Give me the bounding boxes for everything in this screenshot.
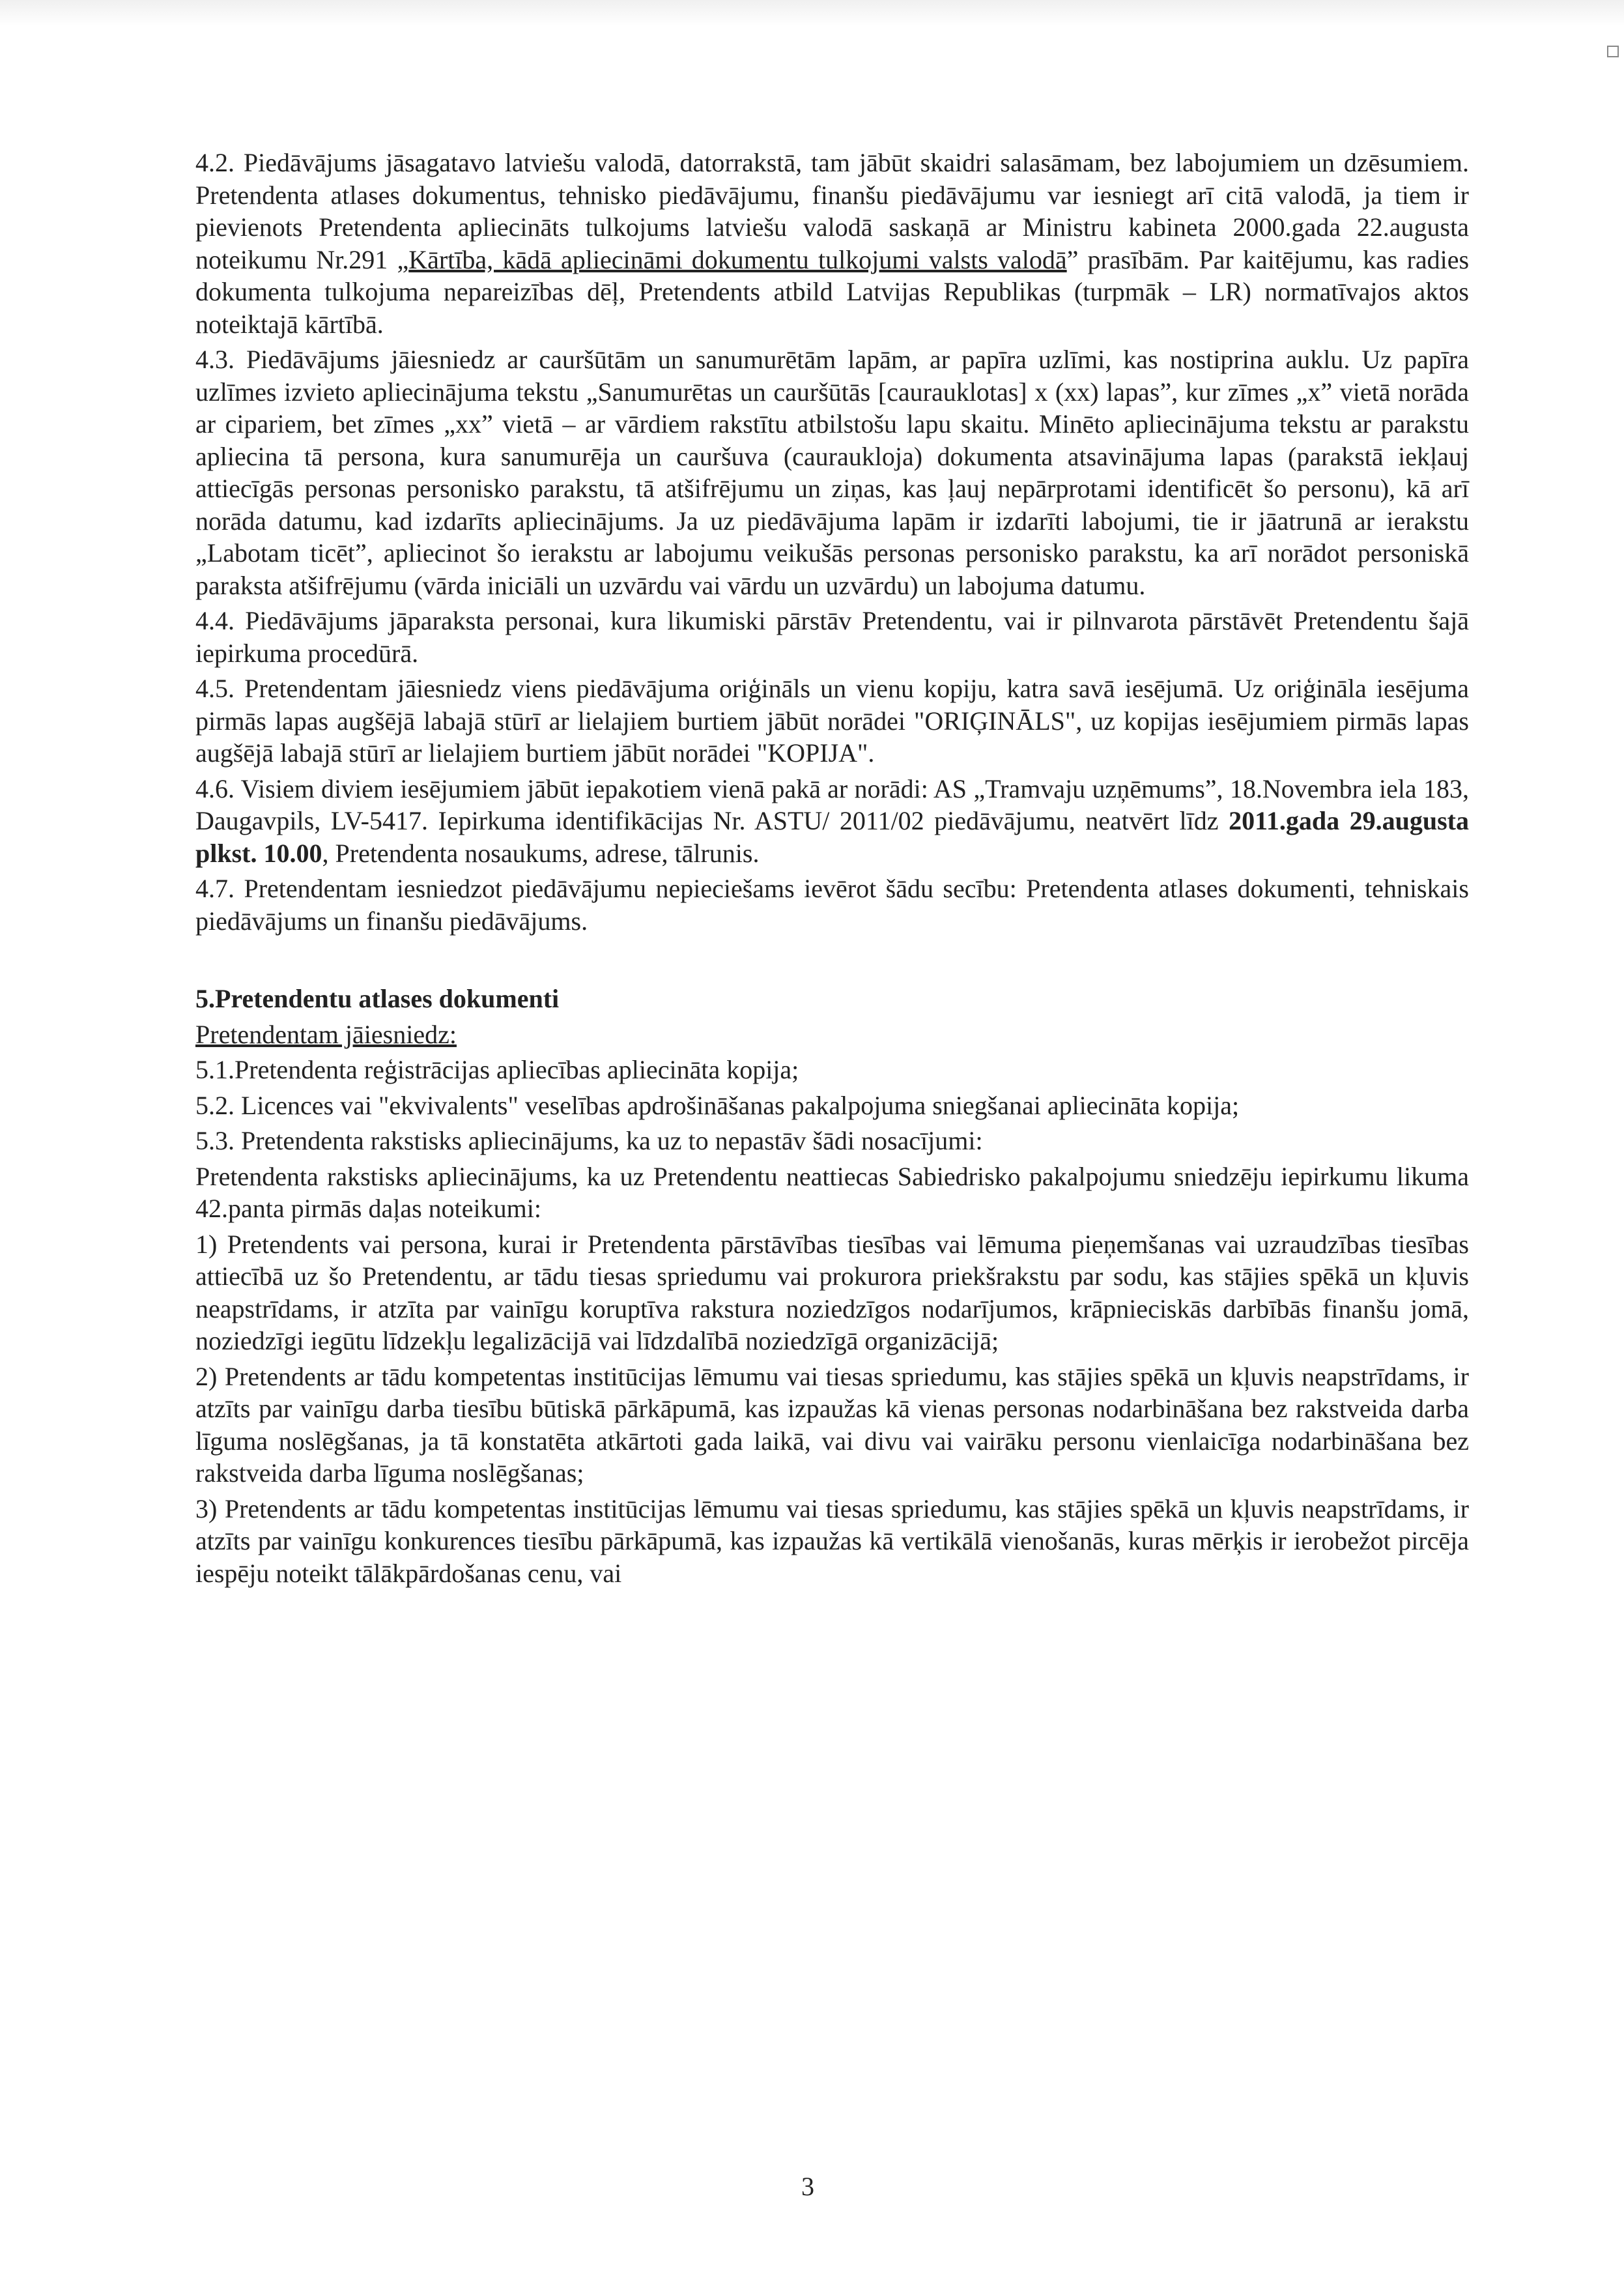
- paragraph-4-6: [195, 773, 1469, 870]
- paragraph-4-6-text: 4.6. Visiem diviem iesējumiem jābūt iepakotiem vienā pakā ar norādi: AS „Tramvaju uzņēmums”, 18.Novembra iela 183, Daugavpils, LV-5417. Iepirkuma identifikācijas Nr. ASTU/ 2011/02 piedāvājumu, neatvērt līdz: [195, 773, 1469, 835]
- paragraph-4-2-text-end: ” prasībām. Par kaitējumu, kas radies dokumenta tulkojuma nepareizības dēļ, Pretendents atbild Latvijas Republikas (turpmāk – LR) normatīvajos aktos noteiktajā kārtībā.: [195, 244, 1470, 339]
- regulation-title-underlined: Kārtība, kādā apliecināmi dokumentu tulkojumi valsts valodā: [408, 244, 1067, 274]
- paragraph-5-3: 5.3. Pretendenta rakstisks apliecinājums, ka uz to nepastāv šādi nosacījumi:: [195, 1126, 983, 1155]
- paragraph-4-4: 4.4. Piedāvājums jāparaksta personai, kura likumiski pārstāv Pretendentu, vai ir pilnvarota pārstāvēt Pretendentu šajā iepirkuma procedūrā.: [195, 606, 1469, 668]
- paragraph-4-6-text-end: , Pretendenta nosaukums, adrese, tālrunis.: [322, 838, 760, 868]
- paragraph-4-3: 4.3. Piedāvājums jāiesniedz ar cauršūtām un sanumurētām lapām, ar papīra uzlīmi, kas nostiprina auklu. Uz papīra uzlīmes izvieto apliecinājuma tekstu „Sanumurētas un cauršūtās [caurauklotas] x (xx) lapas”, kur zīmes „x” vietā norāda ar cipariem, bet zīmes „xx” vietā – ar vārdiem rakstītu atbilstošu lapu skaitu. Minēto apliecinājuma tekstu ar parakstu apliecina tā persona, kura sanumurēja un cauršuva (cauraukloja) dokumenta atsavinājuma lapas (parakstā iekļauj attiecīgās personas personisko parakstu, tā atšifrējumu un ziņas, kas ļauj nepārprotami identificēt šo personu), kā arī norāda datumu, kad izdarīts apliecinājums. Ja uz piedāvājuma lapām ir izdarīti labojumi, tie ir jāatrunā ar ierakstu „Labotam ticēt”, apliecinot šo ierakstu ar labojumu veikušās personas personisko parakstu, ka arī norādot personiskā paraksta atšifrējumu (vārda iniciāli un uzvārdu vai vārdu un uzvārdu) un labojuma datumu.: [195, 345, 1469, 600]
- list-item-2: 2) Pretendents ar tādu kompetentas institūcijas lēmumu vai tiesas spriedumu, kas stājies spēkā un kļuvis neapstrīdams, ir atzīts par vainīgu darba tiesību būtiskā pārkāpumā, kas izpaužas kā vienas personas nodarbināšana bez rakstveida darba līguma noslēgšanas, ja tā konstatēta atkārtoti gada laikā, vai divu vai vairāku personu vienlaicīga nodarbināšana bez rakstveida darba līguma noslēgšanas;: [195, 1361, 1469, 1488]
- scan-edge: [0, 0, 1624, 26]
- paragraph-4-2: [195, 147, 1469, 340]
- scan-corner-mark: [1607, 46, 1619, 57]
- paragraph-4-2-text: 4.2. Piedāvājums jāsagatavo latviešu valodā, datorrakstā, tam jābūt skaidri salasāmam, bez labojumiem un dzēsumiem. Pretendenta atlases dokumentus, tehnisko piedāvājumu, finanšu piedāvājumu var iesniegt arī citā valodā, ja tiem ir pievienots Pretendenta apliecināts tulkojums latviešu valodā saskaņā ar Ministru kabineta 2000.gada 22.augusta noteikumu Nr.291 „: [195, 148, 1469, 274]
- document-page: [195, 147, 1469, 1589]
- deadline-bold: 2011.gada 29.augusta plkst. 10.00: [195, 806, 1470, 868]
- section-5-subtitle: Pretendentam jāiesniedz:: [195, 1019, 457, 1049]
- paragraph-4-7: 4.7. Pretendentam iesniedzot piedāvājumu nepieciešams ievērot šādu secību: Pretendenta atlases dokumenti, tehniskais piedāvājums un finanšu piedāvājums.: [195, 874, 1469, 936]
- page-number: 3: [801, 2172, 814, 2201]
- list-item-3: 3) Pretendents ar tādu kompetentas institūcijas lēmumu vai tiesas spriedumu, kas stājies spēkā un kļuvis neapstrīdams, ir atzīts par vainīgu konkurences tiesību pārkāpumā, kas izpaužas kā vertikālā vienošanās, kuras mērķis ir ierobežot pircēja iespēju noteikt tālākpārdošanas cenu, vai: [195, 1493, 1469, 1588]
- section-5-title: 5.Pretendentu atlases dokumenti: [195, 984, 560, 1013]
- list-item-1: 1) Pretendents vai persona, kurai ir Pretendenta pārstāvības tiesības vai lēmuma pieņemšanas vai uzraudzības tiesības attiecībā uz šo Pretendentu, ar tādu tiesas spriedumu vai prokurora priekšrakstu par sodu, kas stājies spēkā un kļuvis neapstrīdams, ir atzīta par vainīgu koruptīva rakstura noziedzīgos nodarījumos, krāpnieciskās darbībās finanšu jomā, noziedzīgi iegūtu līdzekļu legalizācijā vai līdzdalībā noziedzīgā organizācijā;: [195, 1229, 1469, 1355]
- paragraph-5-3-intro: Pretendenta rakstisks apliecinājums, ka uz Pretendentu neattiecas Sabiedrisko pakalpojumu sniedzēju iepirkumu likuma 42.panta pirmās daļas noteikumi:: [195, 1161, 1469, 1223]
- paragraph-4-5: 4.5. Pretendentam jāiesniedz viens piedāvājuma oriģināls un vienu kopiju, katra savā iesējumā. Uz oriģināla iesējuma pirmās lapas augšējā labajā stūrī ar lielajiem burtiem jābūt norādei "ORIĢINĀLS", uz kopijas iesējumiem pirmās lapas augšējā labajā stūrī ar lielajiem burtiem jābūt norādei "KOPIJA".: [195, 674, 1469, 768]
- paragraph-5-2: 5.2. Licences vai "ekvivalents" veselības apdrošināšanas pakalpojuma sniegšanai apliecināta kopija;: [195, 1090, 1240, 1120]
- paragraph-5-1: 5.1.Pretendenta reģistrācijas apliecības apliecināta kopija;: [195, 1055, 799, 1084]
